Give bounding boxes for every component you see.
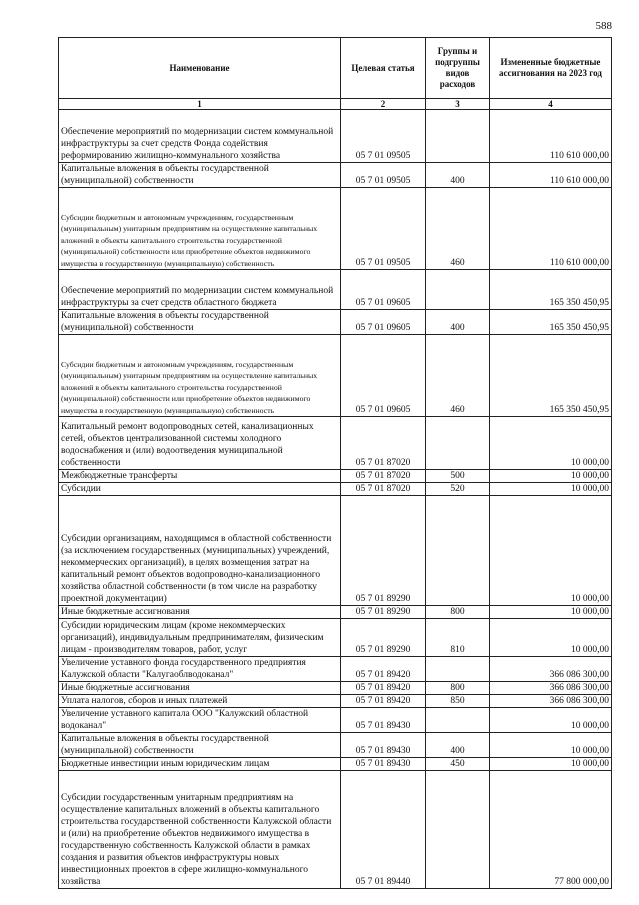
table-row [59, 335, 612, 417]
table-row [59, 758, 612, 771]
column-number: 1 [59, 99, 341, 110]
row-code: 05 7 01 87020 [341, 470, 426, 483]
row-amount: 110 610 000,00 [490, 110, 612, 163]
table-row [59, 163, 612, 188]
row-name: Субсидии организациям, находящимся в областной собственности (за исключением государственных (муниципальных) учреждений, некоммерческих организаций), в целях возмещения затрат на капитальный ремонт объектов водопроводно-канализационного хозяйства областной собственности (в том числе на разработку проектной документации) [59, 496, 341, 606]
row-amount: 10 000,00 [490, 733, 612, 758]
table-row [59, 606, 612, 619]
row-group [426, 657, 490, 682]
row-name: Субсидии [59, 483, 341, 496]
row-group: 400 [426, 163, 490, 188]
table-row [59, 310, 612, 335]
row-code: 05 7 01 89420 [341, 695, 426, 708]
header-code: Целевая статья [341, 38, 426, 99]
row-code: 05 7 01 89430 [341, 758, 426, 771]
table-row [59, 496, 612, 606]
column-number: 2 [341, 99, 426, 110]
row-name: Капитальные вложения в объекты государственной (муниципальной) собственности [59, 310, 341, 335]
row-code: 05 7 01 89420 [341, 682, 426, 695]
row-name: Обеспечение мероприятий по модернизации систем коммунальной инфраструктуры за счет средств Фонда содействия реформированию жилищно-коммунального хозяйства [59, 110, 341, 163]
row-code: 05 7 01 87020 [341, 483, 426, 496]
row-group [426, 417, 490, 470]
row-group [426, 110, 490, 163]
page-number: 588 [595, 20, 612, 32]
row-code: 05 7 01 89290 [341, 619, 426, 657]
row-group: 500 [426, 470, 490, 483]
row-amount: 10 000,00 [490, 619, 612, 657]
row-group: 400 [426, 310, 490, 335]
row-name: Увеличение уставного фонда государственного предприятия Калужской области "Калугаоблводоканал" [59, 657, 341, 682]
table-row [59, 110, 612, 163]
row-code: 05 7 01 89290 [341, 606, 426, 619]
row-name: Субсидии государственным унитарным предприятиям на осуществление капитальных вложений в объекты капитального строительства государственной собственности Калужской области и (или) на приобретение объектов недвижимого имущества в государственную собственность Калужской области в рамках создания и развития объектов инфраструктуры новых инвестиционных проектов в сфере жилищно-коммунального хозяйства [59, 771, 341, 889]
row-group: 450 [426, 758, 490, 771]
row-amount: 10 000,00 [490, 417, 612, 470]
table-row [59, 771, 612, 889]
column-number: 3 [426, 99, 490, 110]
row-amount: 77 800 000,00 [490, 771, 612, 889]
row-amount: 366 086 300,00 [490, 682, 612, 695]
row-group: 400 [426, 733, 490, 758]
row-code: 05 7 01 89430 [341, 708, 426, 733]
row-amount: 165 350 450,95 [490, 310, 612, 335]
row-name: Субсидии бюджетным и автономным учреждениям, государственным (муниципальным) унитарным предприятиям на осуществление капитальных вложений в объекты капитального строительства государственной (муниципальной) собственности или приобретение объектов недвижимого имущества в государственную (муниципальную) собственность [59, 335, 341, 417]
row-name: Субсидии бюджетным и автономным учреждениям, государственным (муниципальным) унитарным предприятиям на осуществление капитальных вложений в объекты капитального строительства государственной (муниципальной) собственности или приобретение объектов недвижимого имущества в государственную (муниципальную) собственность [59, 188, 341, 270]
row-amount: 10 000,00 [490, 708, 612, 733]
row-amount: 10 000,00 [490, 483, 612, 496]
row-code: 05 7 01 09605 [341, 310, 426, 335]
row-group: 800 [426, 606, 490, 619]
row-code: 05 7 01 87020 [341, 417, 426, 470]
row-amount: 10 000,00 [490, 470, 612, 483]
row-amount: 10 000,00 [490, 606, 612, 619]
table-row [59, 657, 612, 682]
table-row [59, 483, 612, 496]
table-row [59, 417, 612, 470]
row-code: 05 7 01 89290 [341, 496, 426, 606]
row-name: Капитальные вложения в объекты государственной (муниципальной) собственности [59, 163, 341, 188]
row-group: 810 [426, 619, 490, 657]
table-row [59, 733, 612, 758]
table-row [59, 619, 612, 657]
row-name: Капитальные вложения в объекты государственной (муниципальной) собственности [59, 733, 341, 758]
row-name: Капитальный ремонт водопроводных сетей, канализационных сетей, объектов централизованной системы холодного водоснабжения и (или) водоотведения муниципальной собственности [59, 417, 341, 470]
budget-table [58, 37, 612, 889]
row-group [426, 270, 490, 310]
row-name: Увеличение уставного капитала ООО "Калужский областной водоканал" [59, 708, 341, 733]
row-name: Межбюджетные трансферты [59, 470, 341, 483]
table-row [59, 270, 612, 310]
row-amount: 366 086 300,00 [490, 695, 612, 708]
row-group [426, 496, 490, 606]
header-name: Наименование [59, 38, 341, 99]
row-code: 05 7 01 09505 [341, 110, 426, 163]
table-row [59, 708, 612, 733]
row-group [426, 771, 490, 889]
row-group: 460 [426, 335, 490, 417]
row-group: 460 [426, 188, 490, 270]
header-row [59, 38, 612, 99]
row-amount: 110 610 000,00 [490, 163, 612, 188]
row-amount: 10 000,00 [490, 496, 612, 606]
row-code: 05 7 01 09605 [341, 335, 426, 417]
header-amount: Измененные бюджетные ассигнования на 2023 год [490, 38, 612, 99]
row-amount: 366 086 300,00 [490, 657, 612, 682]
row-code: 05 7 01 89430 [341, 733, 426, 758]
table-body [59, 110, 612, 889]
row-code: 05 7 01 89440 [341, 771, 426, 889]
row-name: Обеспечение мероприятий по модернизации систем коммунальной инфраструктуры за счет средств областного бюджета [59, 270, 341, 310]
row-name: Бюджетные инвестиции иным юридическим лицам [59, 758, 341, 771]
table-row [59, 470, 612, 483]
row-name: Иные бюджетные ассигнования [59, 606, 341, 619]
row-group [426, 708, 490, 733]
row-group: 850 [426, 695, 490, 708]
row-name: Субсидии юридическим лицам (кроме некоммерческих организаций), индивидуальным предпринимателям, физическим лицам - производителям товаров, работ, услуг [59, 619, 341, 657]
row-name: Уплата налогов, сборов и иных платежей [59, 695, 341, 708]
row-code: 05 7 01 89420 [341, 657, 426, 682]
row-amount: 165 350 450,95 [490, 270, 612, 310]
row-amount: 10 000,00 [490, 758, 612, 771]
row-group: 520 [426, 483, 490, 496]
table-row [59, 682, 612, 695]
column-number-row [59, 99, 612, 110]
row-amount: 110 610 000,00 [490, 188, 612, 270]
table-row [59, 695, 612, 708]
row-name: Иные бюджетные ассигнования [59, 682, 341, 695]
table-row [59, 188, 612, 270]
header-group: Группы и подгруппы видов расходов [426, 38, 490, 99]
row-group: 800 [426, 682, 490, 695]
row-code: 05 7 01 09505 [341, 188, 426, 270]
row-code: 05 7 01 09505 [341, 163, 426, 188]
row-code: 05 7 01 09605 [341, 270, 426, 310]
column-number: 4 [490, 99, 612, 110]
row-amount: 165 350 450,95 [490, 335, 612, 417]
